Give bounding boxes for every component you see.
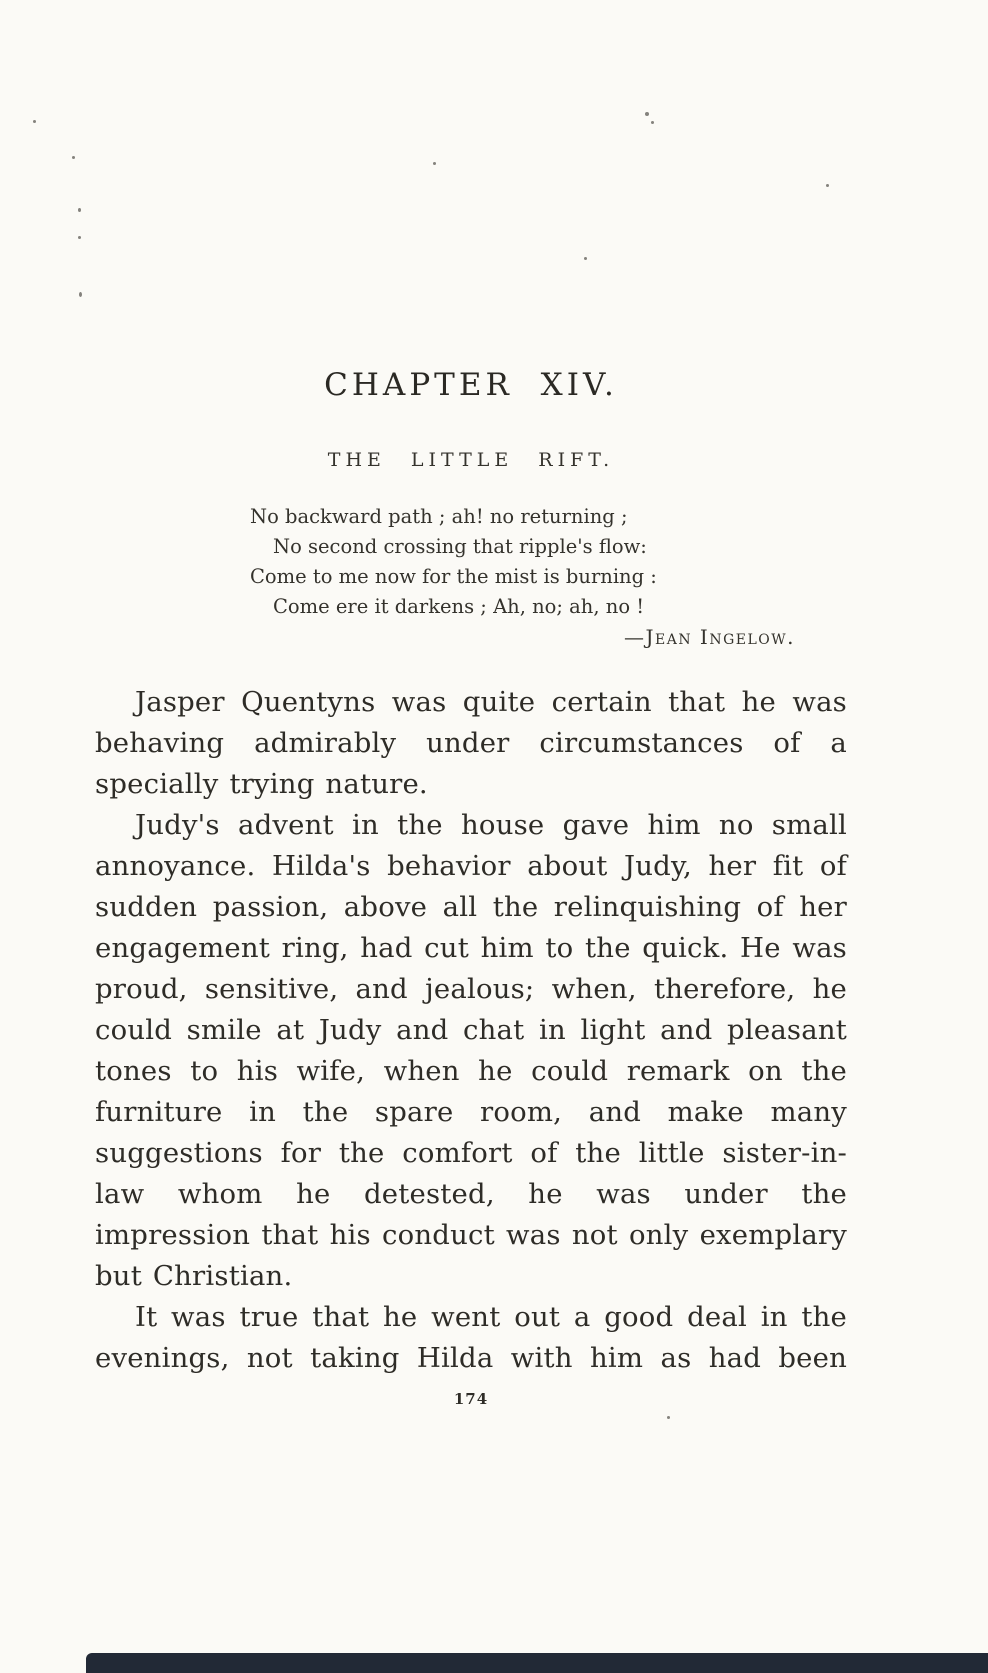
- scan-speck: [584, 257, 587, 260]
- scan-speck: [78, 236, 81, 239]
- scan-speck: [826, 184, 829, 187]
- scan-speck: [78, 208, 81, 212]
- epigraph-line-4: Come ere it darkens ; Ah, no; ah, no !: [273, 595, 645, 618]
- paragraph-3: It was true that he went out a good deal in the evenings, not taking Hilda with him as had been: [95, 1301, 847, 1374]
- scan-speck: [645, 112, 649, 116]
- paragraph-2: Judy's advent in the house gave him no small annoyance. Hilda's behavior about Judy, her fit of sudden passion, above all the relinquishing of her engagement ring, had cut him to the quick. He was proud, sensitive, and jealous; when, therefore, he could smile at Judy and chat in light and pleasant tones to his wife, when he could remark on the furniture in the spare room, and make many suggestions for the comfort of the little sister-in-law whom he detested, he was under the impression that his conduct was not only exemplary but Christian.: [95, 809, 847, 1292]
- scan-speck: [667, 1416, 670, 1419]
- scan-speck: [651, 121, 654, 124]
- body-text: [95, 682, 847, 1379]
- epigraph-line-3: Come to me now for the mist is burning :: [250, 565, 657, 588]
- scan-edge-bar: [86, 1653, 988, 1673]
- scan-speck: [72, 156, 75, 159]
- epigraph-line-2: No second crossing that ripple's flow:: [273, 535, 647, 558]
- epigraph: [250, 502, 795, 652]
- scan-speck: [79, 292, 82, 297]
- scan-speck: [433, 162, 436, 165]
- chapter-heading: CHAPTER XIV.: [324, 367, 618, 403]
- page-number: 174: [453, 1390, 489, 1408]
- paragraph-1: Jasper Quentyns was quite certain that he was behaving admirably under circumstances of a specially trying nature.: [95, 686, 847, 800]
- section-heading: THE LITTLE RIFT.: [327, 449, 615, 471]
- epigraph-attribution: —Jean Ingelow.: [623, 625, 795, 649]
- scan-speck: [33, 120, 36, 123]
- epigraph-line-1: No backward path ; ah! no returning ;: [250, 505, 628, 528]
